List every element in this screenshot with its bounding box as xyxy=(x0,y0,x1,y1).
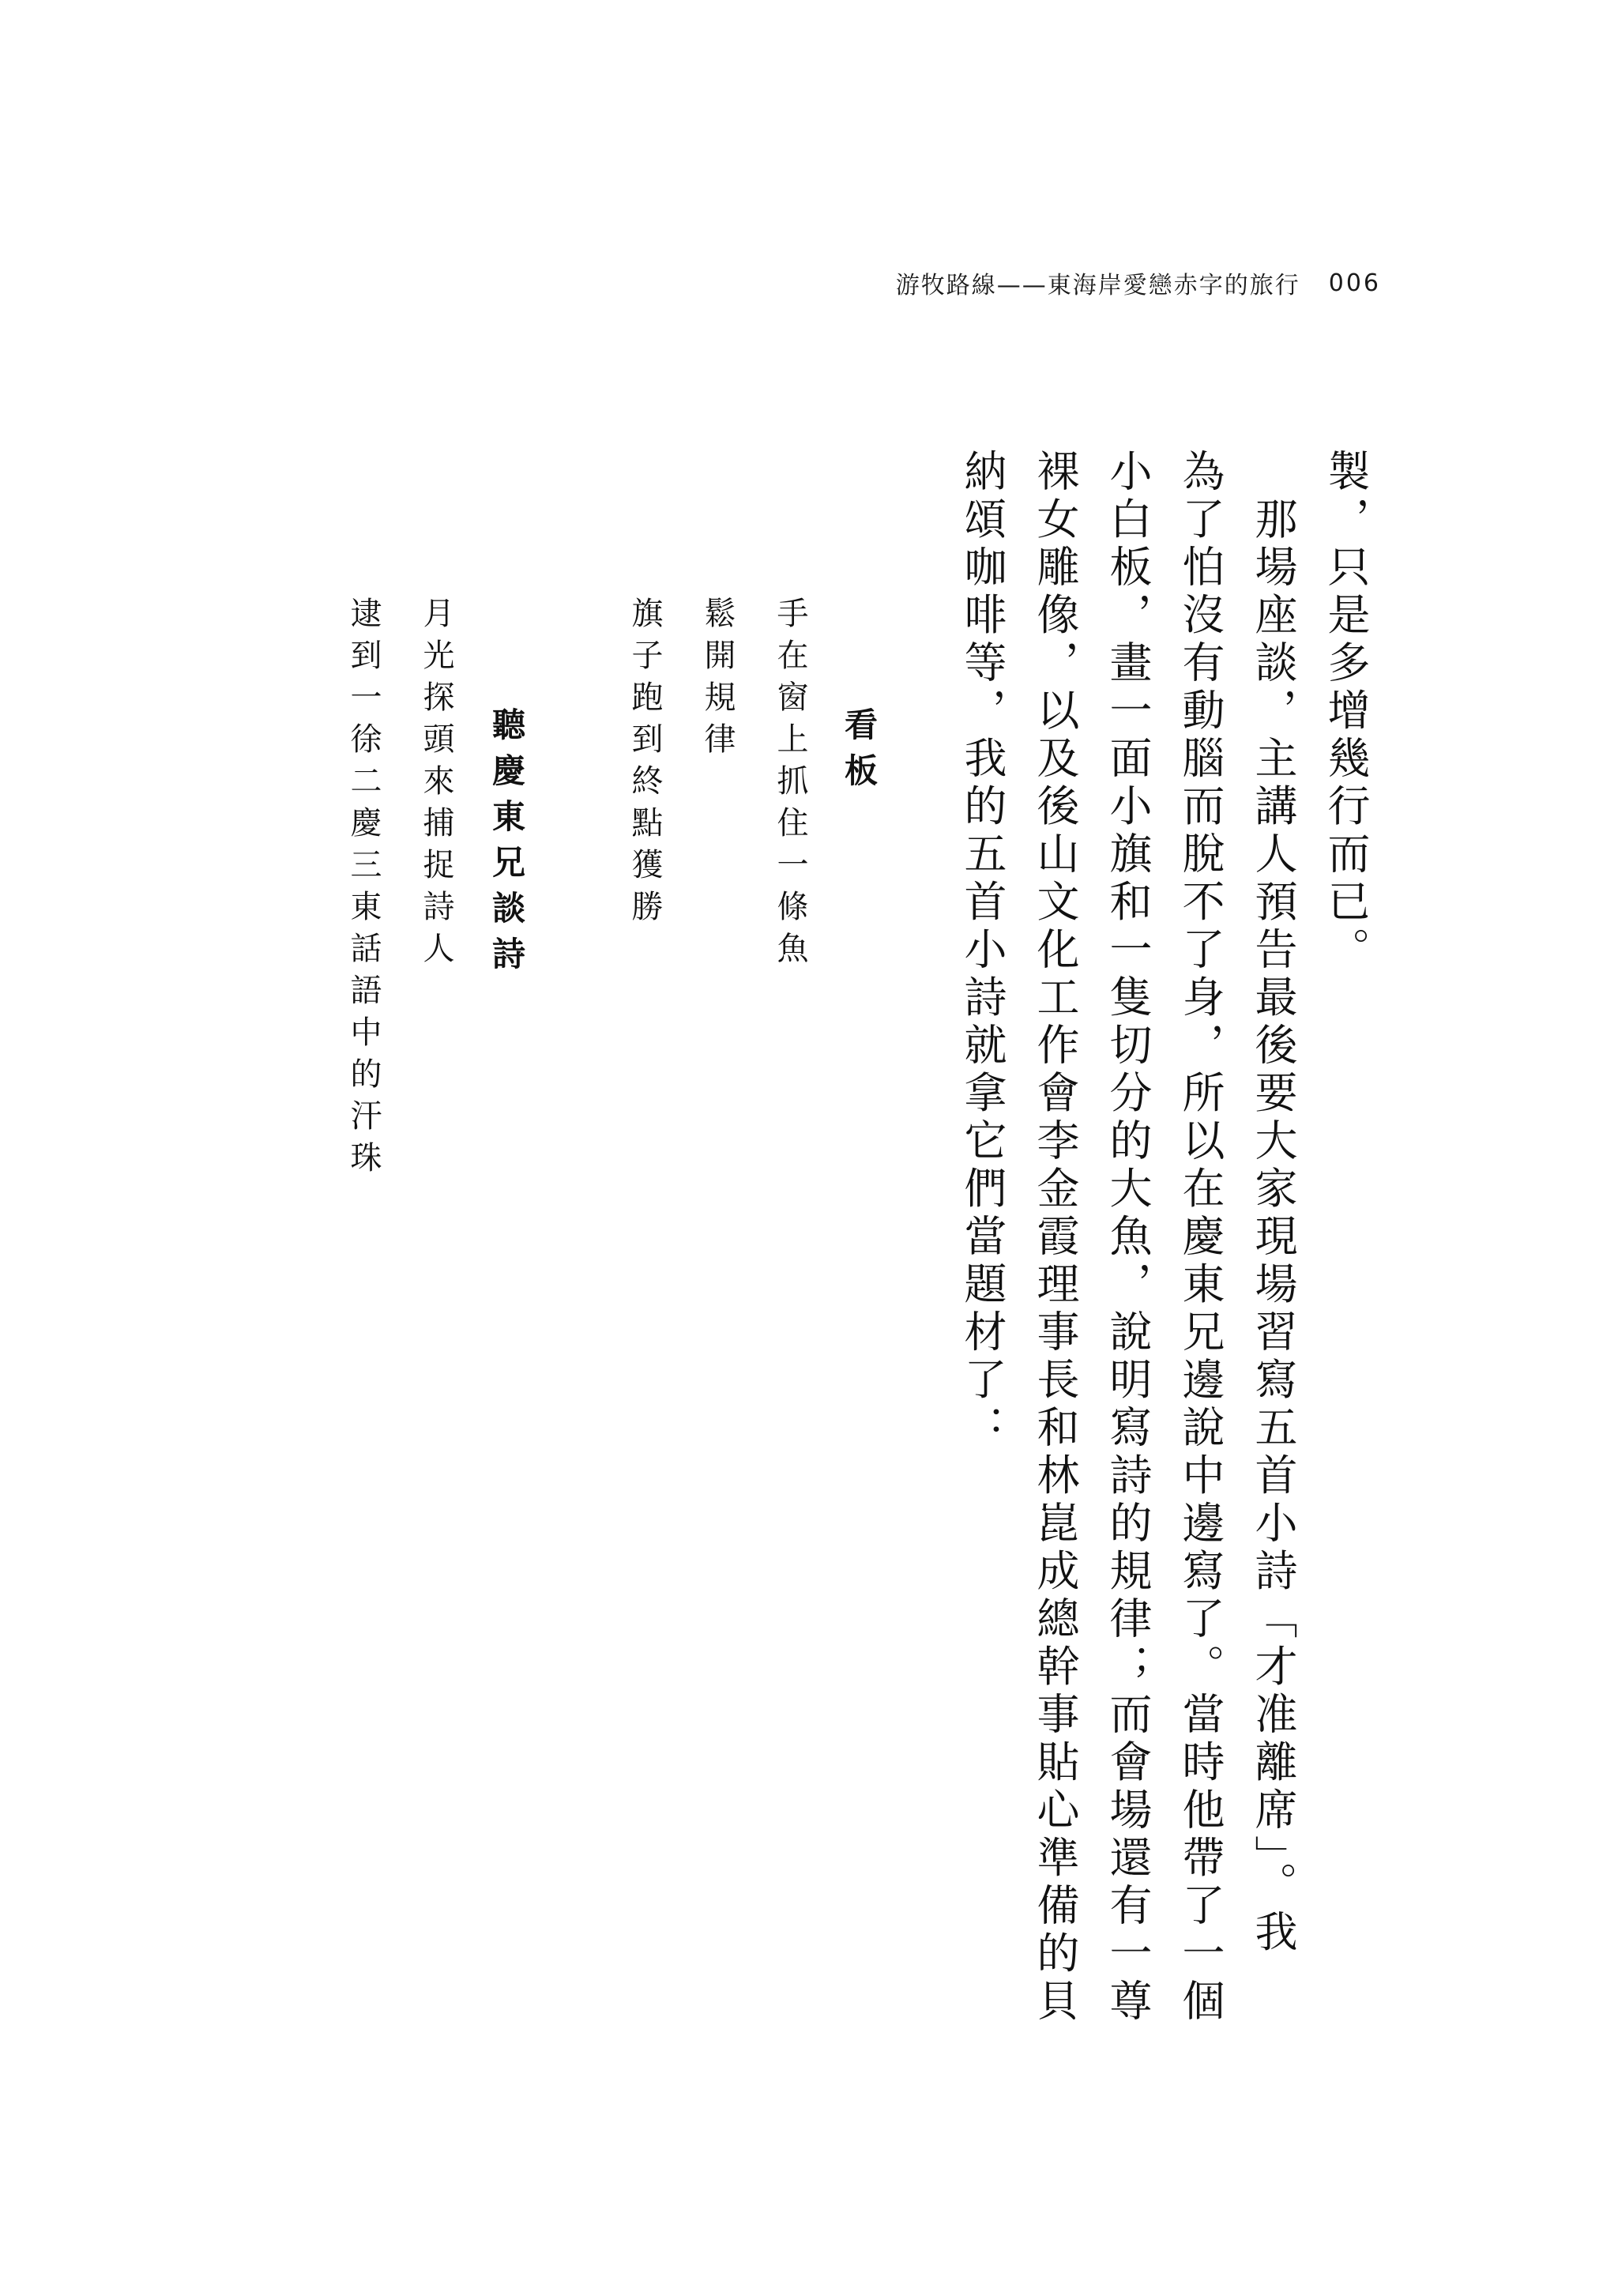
poem-line: 月光探頭來捕捉詩人 xyxy=(418,597,454,973)
prose-column: 為了怕沒有動腦而脫不了身，所以在慶東兄邊說中邊寫了。當時他帶了一個 xyxy=(1176,449,1225,2027)
prose-column: 小白板，畫一面小旗和一隻切分的大魚，說明寫詩的規律；而會場還有一尊 xyxy=(1103,449,1153,2027)
running-header xyxy=(896,265,1381,300)
prose-column: 裸女雕像，以及後山文化工作會李金霞理事長和林崑成總幹事貼心準備的貝 xyxy=(1030,449,1080,2027)
page-number: 006 xyxy=(1328,269,1381,297)
poem-title: 看板 xyxy=(840,707,879,799)
book-title: 游牧路線——東海岸愛戀赤字的旅行 xyxy=(895,272,1300,299)
prose-column: 納頌咖啡等，我的五首小詩就拿它們當題材了： xyxy=(958,449,1007,1453)
poem-line: 旗子跑到終點獲勝 xyxy=(627,597,663,932)
prose-column: 製，只是多增幾行而已。 xyxy=(1321,449,1371,975)
prose-column: 那場座談，主講人預告最後要大家現場習寫五首小詩「才准離席」。我 xyxy=(1248,449,1298,1957)
poem-line: 鬆開規律 xyxy=(699,597,736,764)
poem-line: 手在窗上抓住一條魚 xyxy=(772,597,808,973)
poem-title: 聽慶東兄談詩 xyxy=(487,707,526,982)
poem-line: 逮到一徐二慶三東話語中的汗珠 xyxy=(345,597,382,1183)
